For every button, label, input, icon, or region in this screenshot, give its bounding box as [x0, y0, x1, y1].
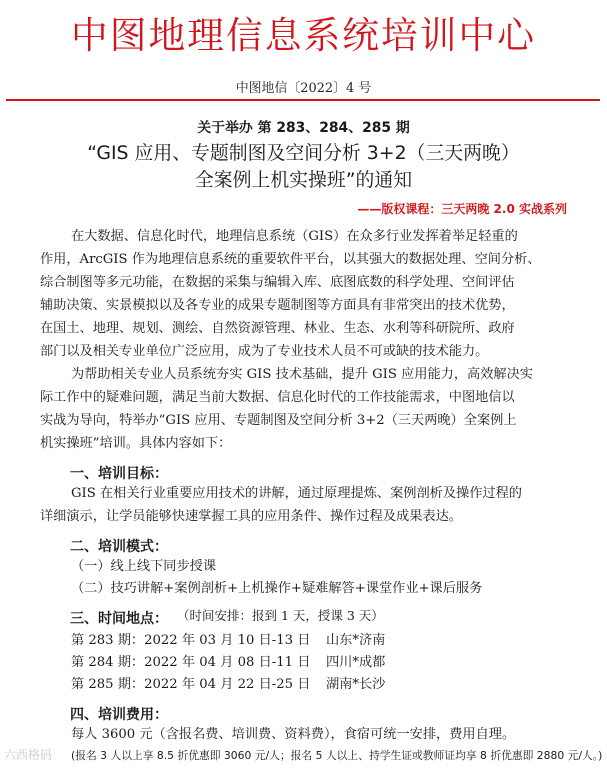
org-masthead-title: 中图地理信息系统培训中心: [70, 14, 536, 57]
schedule-note: （时间安排：报到 1 天，授课 3 天）: [177, 608, 384, 623]
document-number: 中图地信〔2022〕4 号: [235, 81, 372, 96]
intro-line: 际工作中的疑难问题，满足当前大数据、信息化时代的工作技能需求，中图地信以: [40, 390, 515, 405]
watermark-text: 六西格码: [4, 748, 53, 762]
intro-line: 在大数据、信息化时代，地理信息系统（GIS）在众多行业发挥着举足轻重的: [71, 229, 518, 244]
intro-line: 部门以及相关专业单位广泛应用，成为了专业技术人员不可或缺的技术能力。: [40, 344, 489, 359]
intro-line: 作用，ArcGIS 作为地理信息系统的重要软件平台，以其强大的数据处理、空间分析、: [40, 252, 541, 267]
section-heading-goals: 一、培训目标：: [70, 466, 168, 482]
session-place: 四川*成都: [326, 655, 386, 670]
session-period: 第 285 期：2022 年 04 月 22 日-25 日: [71, 677, 311, 692]
intro-line: 在国土、地理、规划、测绘、自然资源管理、林业、生态、水利等科研院所、政府: [40, 321, 515, 336]
session-period: 第 283 期：2022 年 03 月 10 日-13 日: [71, 633, 311, 648]
series-subtitle: ——版权课程：三天两晚 2.0 实战系列: [357, 202, 567, 216]
section-heading-fee: 四、培训费用：: [70, 707, 168, 723]
fee-text: 每人 3600 元（含报名费、培训费、资料费），食宿可统一安排，费用自理。: [71, 727, 516, 742]
session-period: 第 284 期：2022 年 04 月 08 日-11 日: [71, 655, 311, 670]
goals-line: 详细演示，让学员能够快速掌握工具的应用条件、操作过程及成果表达。: [40, 509, 462, 524]
session-place: 湖南*长沙: [326, 677, 386, 692]
section-heading-schedule: 三、时间地点：: [70, 611, 168, 627]
intro-line: 为帮助相关专业人员系统夯实 GIS 技术基础，提升 GIS 应用能力，高效解决实: [71, 367, 533, 382]
intro-line: 综合制图等多元功能，在数据的采集与编辑入库、底图底数的科学处理、空间评估: [40, 275, 515, 290]
red-divider: [6, 99, 600, 101]
mode-item: （二）技巧讲解+案例剖析+上机操作+疑难解答+课堂作业+课后服务: [71, 581, 483, 596]
session-place: 山东*济南: [326, 633, 386, 648]
section-heading-mode: 二、培训模式：: [70, 539, 168, 555]
notice-title-line1: 关于举办 第 283、284、285 期: [197, 120, 410, 136]
intro-line: 机实操班”培训。具体内容如下：: [40, 436, 232, 451]
goals-line: GIS 在相关行业重要应用技术的讲解，通过原理提炼、案例剖析及操作过程的: [71, 486, 522, 501]
mode-item: （一）线上线下同步授课: [71, 559, 217, 574]
intro-line: 辅助决策、实景模拟以及各专业的成果专题制图等方面具有非常突出的技术优势，: [40, 298, 515, 313]
discount-note: (报名 3 人以上享 8.5 折优惠即 3060 元/人；报名 5 人以上、持学生证或教师证均享 8 折优惠即 2880 元/人。): [71, 749, 603, 762]
intro-line: 实战为导向，特举办“GIS 应用、专题制图及空间分析 3+2（三天两晚）全案例上: [40, 413, 517, 428]
notice-title-line3: 全案例上机实操班”的通知: [194, 169, 413, 191]
notice-title-line2: “GIS 应用、专题制图及空间分析 3+2（三天两晚）: [87, 142, 520, 164]
